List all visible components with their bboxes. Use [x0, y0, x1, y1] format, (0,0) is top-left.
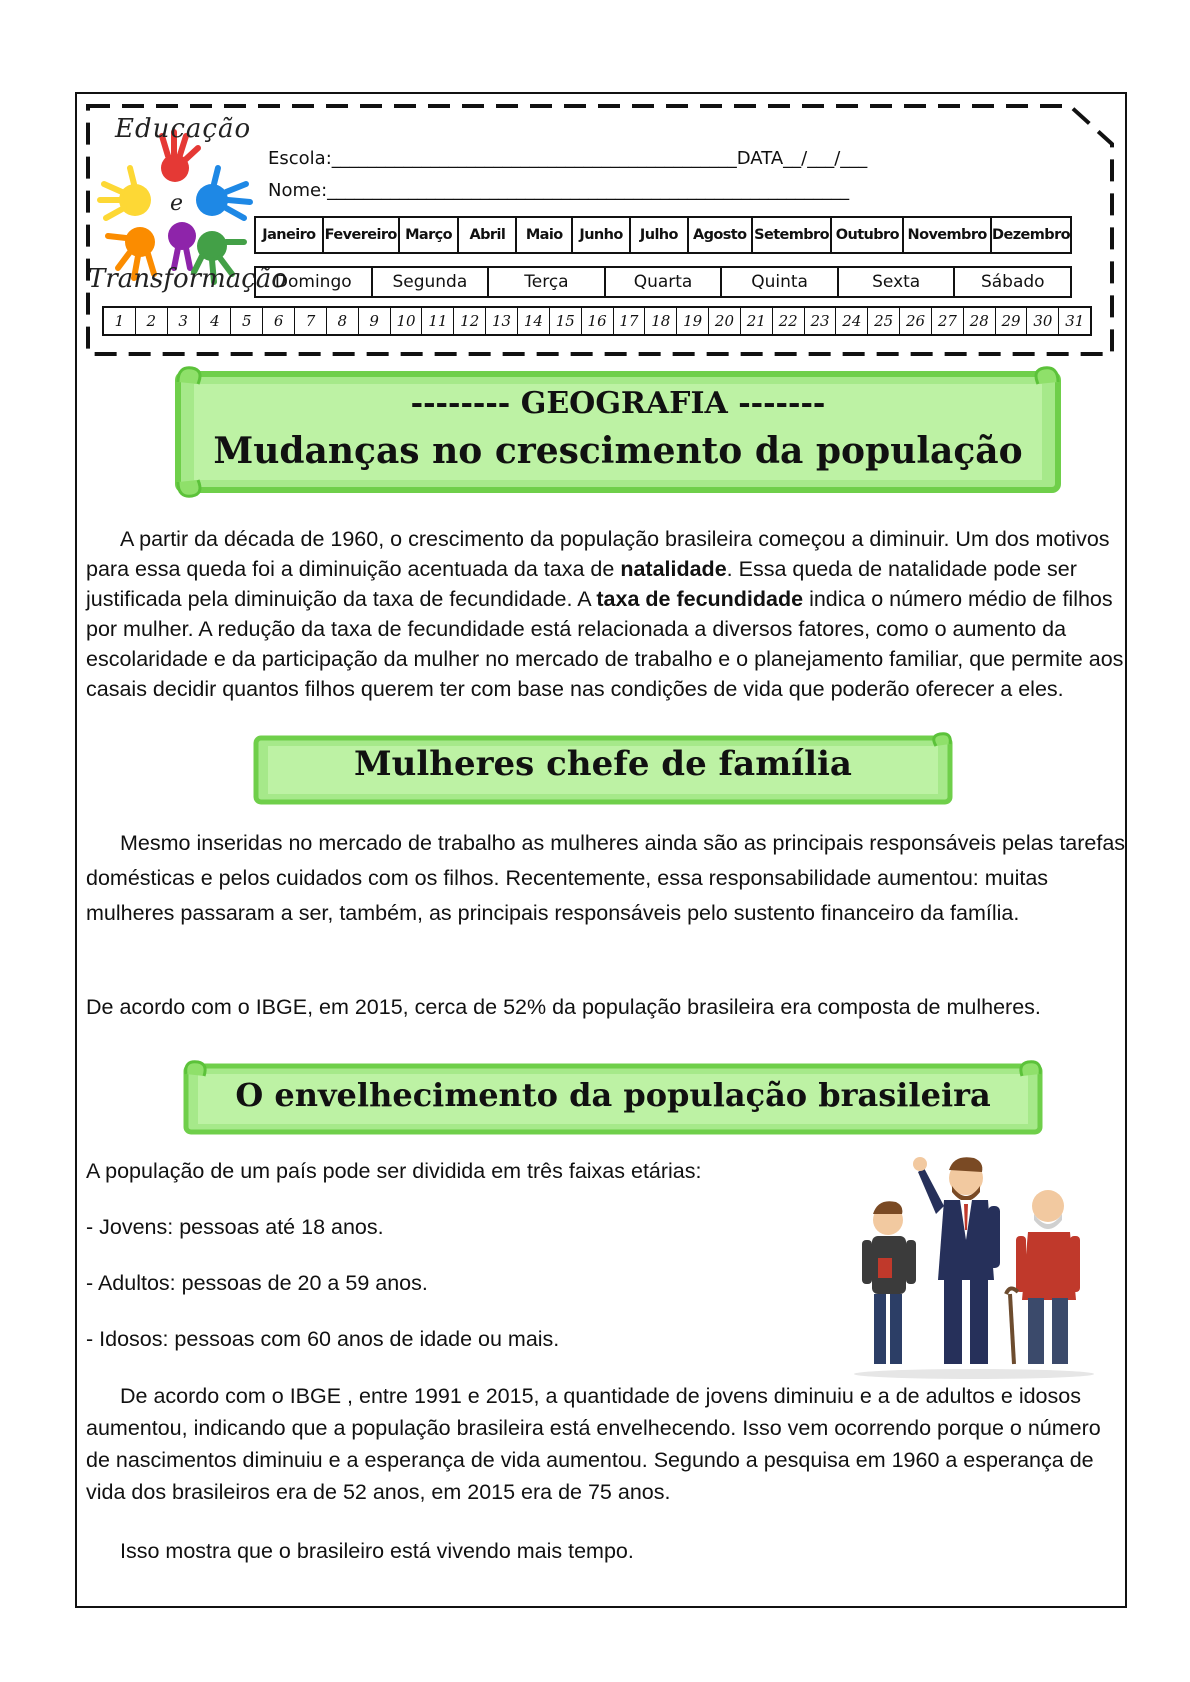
name-label: Nome:	[268, 180, 328, 201]
school-line[interactable]	[268, 148, 867, 169]
weekdays-row	[254, 266, 1072, 298]
weekday-cell[interactable]: Segunda	[373, 268, 490, 296]
day-cell[interactable]: 18	[645, 308, 677, 334]
day-cell[interactable]: 15	[550, 308, 582, 334]
weekday-cell[interactable]: Domingo	[256, 268, 373, 296]
text-run: . Essa queda de natalidade pode ser justificada pela diminuição da taxa de fecundidade. A	[86, 557, 1077, 611]
day-cell[interactable]: 30	[1027, 308, 1059, 334]
date-blank[interactable]: __/___/___	[783, 148, 868, 169]
day-cell[interactable]: 27	[932, 308, 964, 334]
day-cell[interactable]: 7	[295, 308, 327, 334]
weekday-cell[interactable]: Terça	[489, 268, 606, 296]
day-cell[interactable]: 8	[327, 308, 359, 334]
day-cell[interactable]: 28	[964, 308, 996, 334]
section3-paragraph1: De acordo com o IBGE , entre 1991 e 2015, a quantidade de jovens diminuiu e a de adultos e idosos aumentou, indicando que a população brasileira está envelhecendo. Isso vem ocorrendo porque o número de nascimentos diminuiu e a esperança de vida aumentou. Segundo a pesquisa em 1960 a esperança de vida dos brasileiros era de 52 anos, em 2015 era de 75 anos.	[86, 1384, 1101, 1504]
day-cell[interactable]: 19	[677, 308, 709, 334]
day-cell[interactable]: 6	[263, 308, 295, 334]
day-cell[interactable]: 17	[614, 308, 646, 334]
day-cell[interactable]: 21	[741, 308, 773, 334]
day-cell[interactable]: 26	[900, 308, 932, 334]
day-cell[interactable]: 12	[454, 308, 486, 334]
logo-top-text: Educação	[115, 114, 252, 144]
section2-banner	[248, 730, 958, 810]
month-cell[interactable]: Setembro	[753, 218, 833, 252]
section3-intro: A população de um país pode ser dividida em três faixas etárias:	[86, 1159, 702, 1183]
day-cell[interactable]: 4	[200, 308, 232, 334]
weekday-cell[interactable]: Sábado	[980, 272, 1045, 292]
day-cell[interactable]: 23	[805, 308, 837, 334]
day-cell[interactable]: 14	[518, 308, 550, 334]
weekday-cell[interactable]: Quinta	[722, 268, 839, 296]
subject-title: -------- GEOGRAFIA -------	[410, 386, 826, 421]
day-cell[interactable]: 20	[709, 308, 741, 334]
month-cell[interactable]: Março	[400, 218, 460, 252]
day-cell[interactable]: 11	[422, 308, 454, 334]
title-banner	[168, 362, 1068, 502]
three-generations-illustration	[848, 1148, 1100, 1380]
man-figure	[913, 1157, 1000, 1364]
date-label: DATA	[736, 148, 784, 169]
day-cell[interactable]: 29	[996, 308, 1028, 334]
text-run: indica o número médio de filhos por mulher. A redução da taxa de fecundidade está relacionada a diversos fatores, como o aumento da escolaridade e da participação da mulher no mercado de trabalho e o planejamento familiar, que permite aos casais decidir quantos filhos querem ter com base nas condições de vida que poderão oferecer a eles.	[86, 587, 1124, 701]
age-group-elderly: - Idosos: pessoas com 60 anos de idade ou mais.	[86, 1327, 560, 1351]
day-cell[interactable]: 16	[582, 308, 614, 334]
bold-term: natalidade	[620, 557, 727, 581]
elderly-figure	[1006, 1190, 1080, 1364]
month-cell[interactable]: Fevereiro	[324, 218, 400, 252]
name-blank[interactable]: __________________________________________________________	[327, 180, 850, 201]
day-cell[interactable]: 2	[136, 308, 168, 334]
text-run: A partir da década de 1960, o crescimento da população brasileira começou a diminuir. Um dos motivos para essa queda foi a diminuição acentuada da taxa de	[86, 527, 1110, 581]
months-row	[254, 216, 1072, 254]
month-cell[interactable]: Janeiro	[256, 218, 324, 252]
name-line[interactable]	[268, 180, 849, 201]
month-cell[interactable]: Agosto	[689, 218, 753, 252]
section2-paragraph2: De acordo com o IBGE, em 2015, cerca de 52% da população brasileira era composta de mulheres.	[86, 995, 1041, 1019]
day-cell[interactable]: 24	[836, 308, 868, 334]
section3-paragraph2: Isso mostra que o brasileiro está vivendo mais tempo.	[120, 1539, 634, 1563]
day-cell[interactable]: 22	[773, 308, 805, 334]
bold-term: taxa de fecundidade	[596, 587, 804, 611]
school-label: Escola:	[268, 148, 332, 169]
weekday-cell[interactable]: Quarta	[606, 268, 723, 296]
day-cell[interactable]: 10	[391, 308, 423, 334]
month-cell[interactable]: Junho	[573, 218, 631, 252]
school-blank[interactable]: _____________________________________________	[331, 148, 737, 169]
logo-middle: e	[170, 191, 184, 216]
month-cell[interactable]: Outubro	[832, 218, 904, 252]
day-cell[interactable]: 3	[168, 308, 200, 334]
month-cell[interactable]: Dezembro	[992, 227, 1070, 243]
month-cell[interactable]: Abril	[459, 218, 517, 252]
section2-heading: Mulheres chefe de família	[354, 744, 852, 784]
page-title: Mudanças no crescimento da população	[213, 430, 1023, 472]
day-cell[interactable]: 25	[868, 308, 900, 334]
day-cell[interactable]: 31	[1065, 312, 1085, 330]
day-cell[interactable]: 1	[104, 308, 136, 334]
section3-banner	[178, 1058, 1048, 1140]
weekday-cell[interactable]: Sexta	[839, 268, 956, 296]
section2-paragraph1: Mesmo inseridas no mercado de trabalho as mulheres ainda são as principais responsáveis pelas tarefas domésticas e pelos cuidados com os filhos. Recentemente, essa responsabilidade aumentou: muitas mulheres passaram a ser, também, as principais responsáveis pelo sustento financeiro da família.	[86, 831, 1126, 925]
day-cell[interactable]: 9	[359, 308, 391, 334]
section1-paragraph	[86, 524, 1126, 704]
boy-figure	[862, 1201, 916, 1364]
age-group-youth: - Jovens: pessoas até 18 anos.	[86, 1215, 384, 1239]
day-cell[interactable]: 5	[231, 308, 263, 334]
age-group-adults: - Adultos: pessoas de 20 a 59 anos.	[86, 1271, 428, 1295]
month-cell[interactable]: Novembro	[904, 218, 992, 252]
logo-bottom-text: Transformação	[88, 264, 287, 294]
month-cell[interactable]: Julho	[631, 218, 689, 252]
month-cell[interactable]: Maio	[517, 218, 573, 252]
days-row	[102, 306, 1092, 336]
section3-heading: O envelhecimento da população brasileira	[235, 1076, 991, 1114]
day-cell[interactable]: 13	[486, 308, 518, 334]
